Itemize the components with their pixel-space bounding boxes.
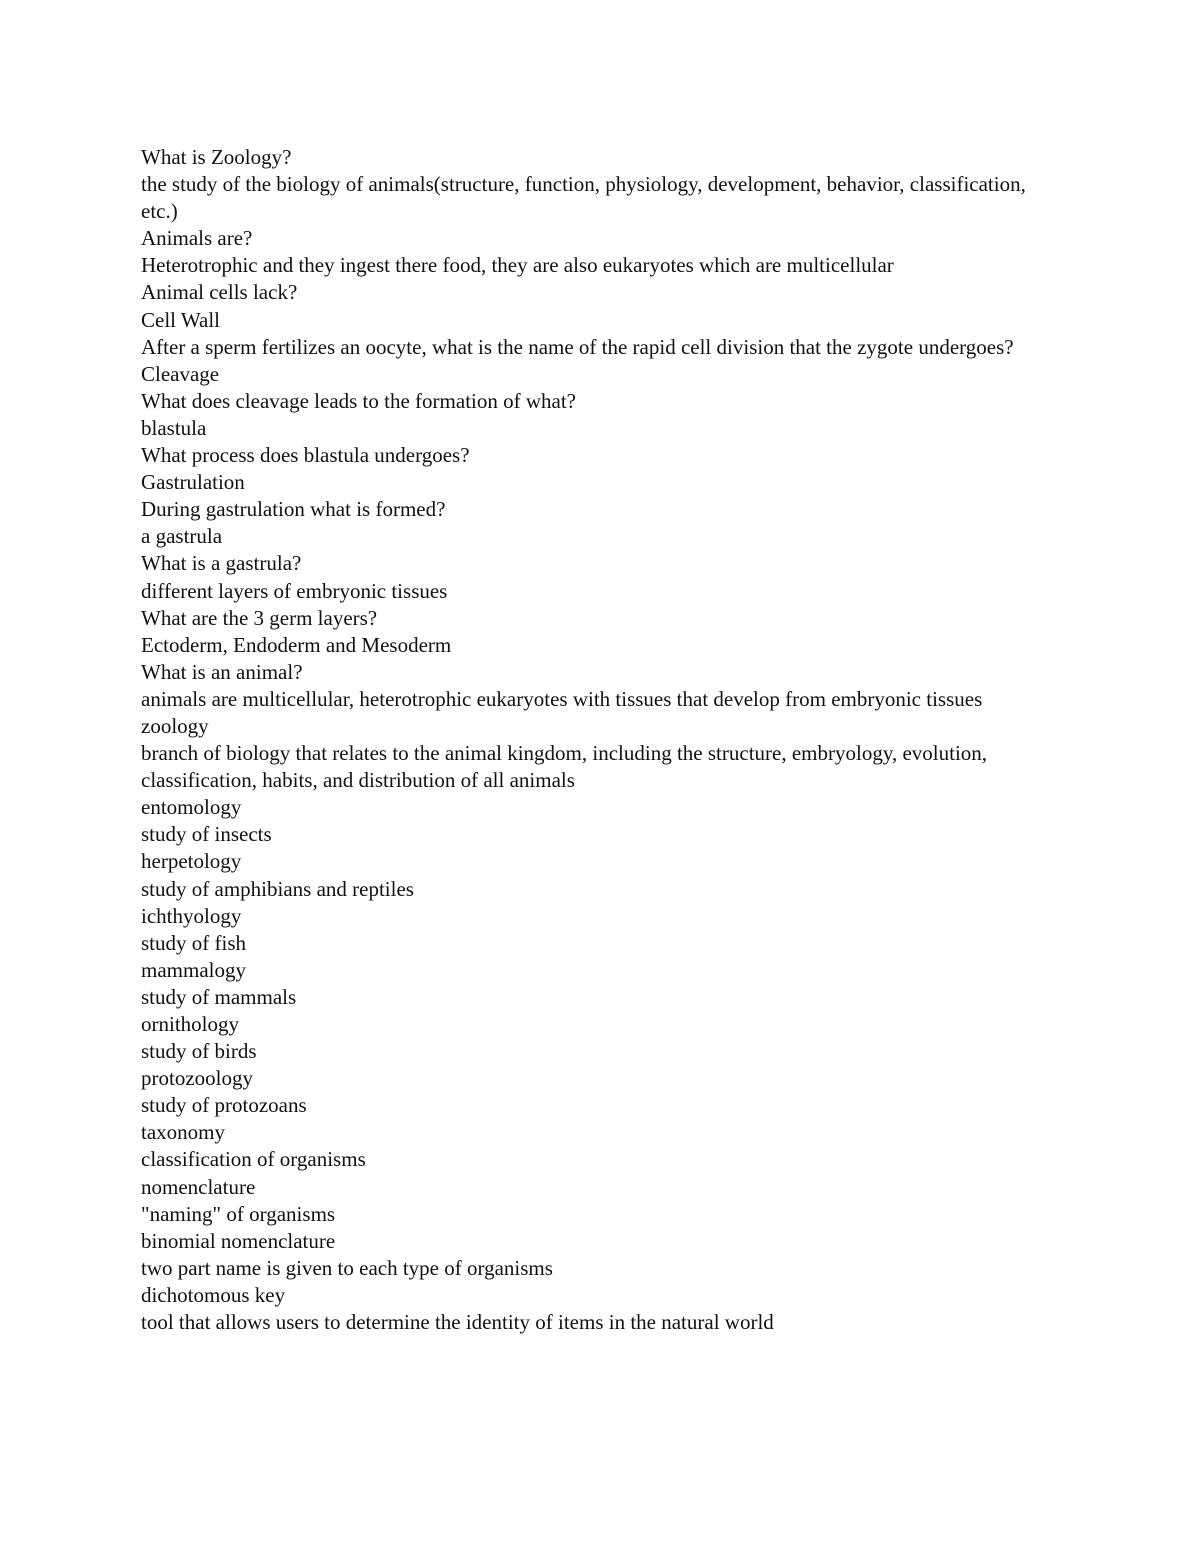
term-line: dichotomous key xyxy=(141,1282,286,1307)
term-line: binomial nomenclature xyxy=(141,1228,336,1253)
flashcard-text-body xyxy=(141,144,1041,1336)
term-line: herpetology xyxy=(141,849,242,874)
question-line: Animal cells lack? xyxy=(141,280,298,305)
definition-line: study of protozoans xyxy=(141,1093,307,1118)
answer-line: animals are multicellular, heterotrophic eukaryotes with tissues that develop from embryonic tissues xyxy=(141,686,983,711)
term-line: entomology xyxy=(141,795,242,820)
definition-line: branch of biology that relates to the animal kingdom, including the structure, embryology, evolution, classification, habits, and distribution of all animals xyxy=(141,741,993,793)
answer-line: the study of the biology of animals(structure, function, physiology, development, behavior, classification, etc.) xyxy=(141,172,1032,224)
term-line: ornithology xyxy=(141,1012,239,1036)
question-line: What is an animal? xyxy=(141,659,303,684)
term-line: ichthyology xyxy=(141,903,242,928)
answer-line: Heterotrophic and they ingest there food, they are also eukaryotes which are multicellular xyxy=(141,253,894,278)
question-line: What is a gastrula? xyxy=(141,551,302,576)
answer-line: blastula xyxy=(141,415,207,440)
answer-line: different layers of embryonic tissues xyxy=(141,578,448,603)
definition-line: study of birds xyxy=(141,1039,257,1064)
question-line: What does cleavage leads to the formation of what? xyxy=(141,388,576,413)
question-line: Animals are? xyxy=(141,226,253,251)
question-line: What process does blastula undergoes? xyxy=(141,443,470,468)
definition-line: tool that allows users to determine the identity of items in the natural world xyxy=(141,1310,774,1335)
term-line: protozoology xyxy=(141,1066,253,1091)
definition-line: two part name is given to each type of organisms xyxy=(141,1255,553,1280)
answer-line: Ectoderm, Endoderm and Mesoderm xyxy=(141,632,452,657)
definition-line: study of amphibians and reptiles xyxy=(141,876,414,901)
definition-line: classification of organisms xyxy=(141,1147,366,1172)
definition-line: "naming" of organisms xyxy=(141,1201,336,1226)
term-line: mammalogy xyxy=(141,957,246,982)
definition-line: study of mammals xyxy=(141,984,297,1009)
term-line: taxonomy xyxy=(141,1120,225,1145)
answer-line: Cleavage xyxy=(141,361,220,386)
answer-line: Gastrulation xyxy=(141,470,245,495)
term-line: zoology xyxy=(141,713,209,738)
question-line: What is Zoology? xyxy=(141,145,292,169)
definition-line: study of insects xyxy=(141,822,272,847)
answer-line: a gastrula xyxy=(141,524,223,549)
answer-line: Cell Wall xyxy=(141,307,220,332)
term-line: nomenclature xyxy=(141,1174,256,1199)
question-line: What are the 3 germ layers? xyxy=(141,605,378,630)
definition-line: study of fish xyxy=(141,930,246,955)
question-line: After a sperm fertilizes an oocyte, what is the name of the rapid cell division that the zygote undergoes? xyxy=(141,334,1014,359)
question-line: During gastrulation what is formed? xyxy=(141,497,446,522)
